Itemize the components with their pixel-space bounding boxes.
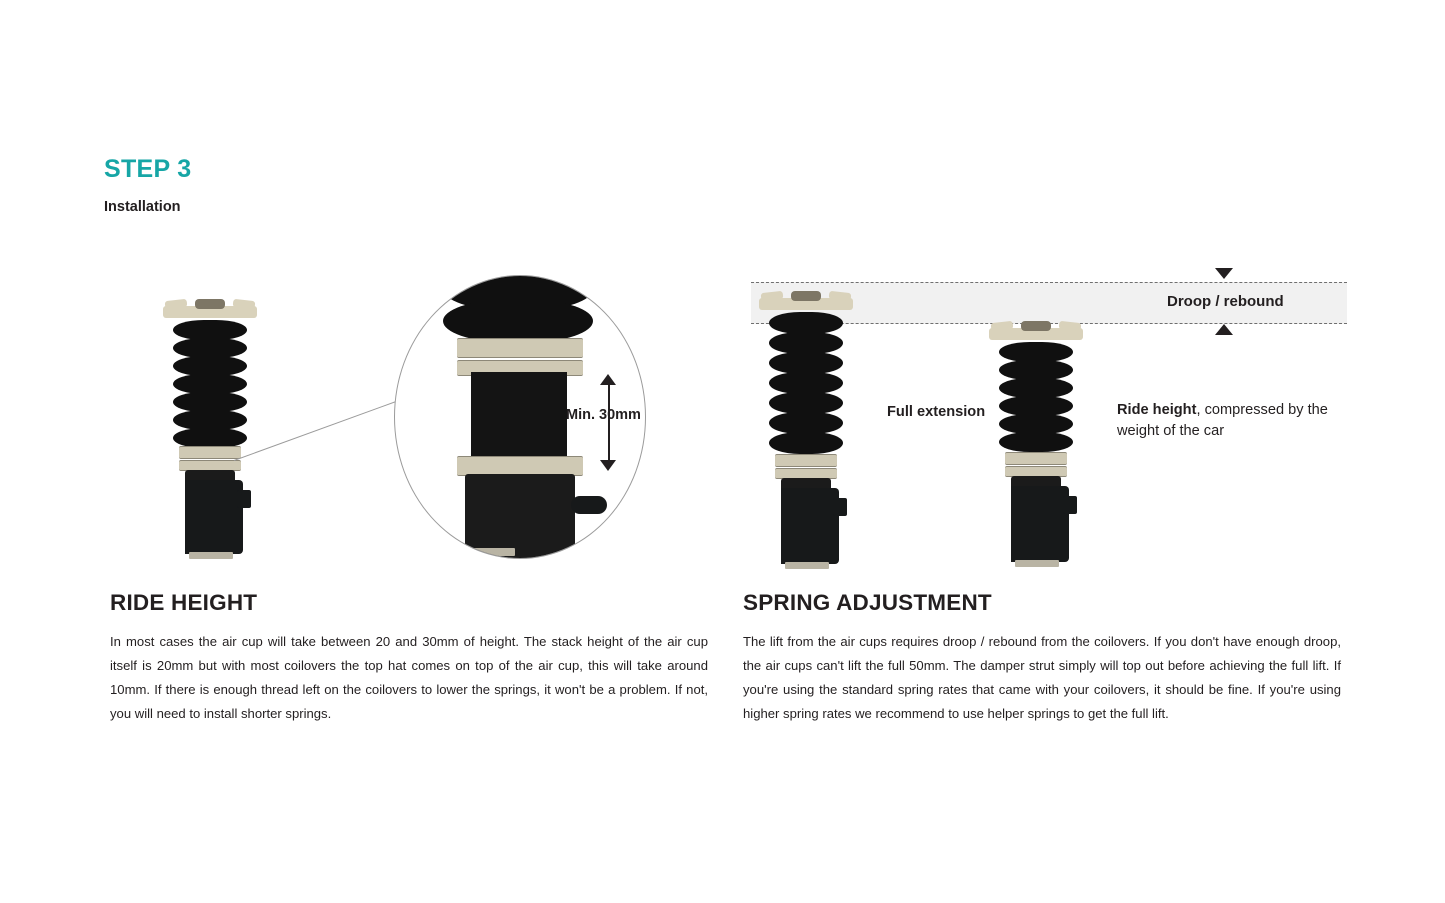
spring-adjustment-body: The lift from the air cups requires droop / rebound from the coilovers. If you don't have enough droop, the air cups can't lift the full 50mm. The damper strut simply will top out before achieving the full lift. If you're using the standard spring rates that came with your coilovers, it should be fine. If you're using higher spring rates we recommend to use helper springs to get the full lift.: [743, 634, 1341, 721]
spring-coil: [173, 428, 247, 448]
bracket-foot-zoom: [469, 548, 515, 556]
dimension-arrow-bottom: [600, 460, 616, 471]
coilover-illustration-small: [159, 280, 289, 570]
spring-coil-zoom: [443, 300, 593, 342]
ride-height-heading: RIDE HEIGHT: [110, 590, 258, 615]
full-extension-label: Full extension: [887, 404, 986, 420]
spring-coil: [173, 320, 247, 340]
spring-perch-collar: [1005, 452, 1067, 465]
ride-height-figure: [104, 260, 714, 560]
damper-body-zoom: [465, 474, 575, 559]
spring-coil: [999, 342, 1073, 362]
bracket-ear-zoom: [571, 496, 607, 514]
bracket-ear: [1063, 496, 1077, 514]
top-hat-center: [791, 291, 821, 301]
step-title: STEP 3: [104, 155, 192, 183]
coilover-full-extension: [755, 284, 885, 574]
spring-coil: [173, 410, 247, 430]
spring-coil: [999, 378, 1073, 398]
spring-perch-collar: [775, 454, 837, 467]
spring-coil: [999, 360, 1073, 380]
spring-perch-collar: [179, 446, 241, 459]
spring-coil: [173, 356, 247, 376]
spring-coil: [173, 374, 247, 394]
min-height-label: Min. 30mm: [566, 407, 641, 423]
ride-height-body: In most cases the air cup will take between 20 and 30mm of height. The stack height of the air cup itself is 20mm but with most coilovers the top hat comes on top of the air cup, this will take around 10mm. If there is enough thread left on the coilovers to lower the springs, it won't be a problem. If not, you will need to install shorter springs.: [110, 634, 708, 721]
ride-height-callout: [1117, 400, 1347, 442]
dimension-arrow-line: [608, 384, 610, 462]
spring-coil: [769, 312, 843, 334]
spring-coil: [769, 392, 843, 414]
coilover-ride-height: [985, 314, 1115, 604]
ride-height-description: , compressed by the weight of the car: [1117, 402, 1328, 439]
top-hat-center: [1021, 321, 1051, 331]
mounting-bracket: [1011, 486, 1069, 562]
spring-adjustment-figure: [737, 260, 1347, 560]
bracket-ear: [237, 490, 251, 508]
bracket-foot: [785, 562, 829, 569]
threaded-body-zoom: [471, 372, 567, 460]
spring-coil: [769, 412, 843, 434]
spring-coil: [999, 396, 1073, 416]
lower-collar-zoom: [457, 456, 583, 476]
droop-arrow-bottom: [1215, 324, 1233, 335]
spring-coil: [769, 372, 843, 394]
right-column: [737, 260, 1347, 721]
top-hat-center: [195, 299, 225, 309]
ride-height-label: Ride height: [1117, 402, 1197, 418]
bracket-foot: [189, 552, 233, 559]
droop-arrow-top: [1215, 268, 1233, 279]
step-subtitle: Installation: [104, 199, 181, 215]
spring-coil: [173, 392, 247, 412]
spring-coil: [999, 414, 1073, 434]
spring-adjustment-heading: SPRING ADJUSTMENT: [743, 590, 992, 615]
spring-perch-collar-zoom: [457, 338, 583, 358]
full-extension-callout: [887, 402, 985, 423]
spring-coil: [999, 432, 1073, 452]
left-column: [104, 260, 714, 721]
mounting-bracket: [781, 488, 839, 564]
spring-coil: [769, 352, 843, 374]
bracket-ear: [833, 498, 847, 516]
droop-label: Droop / rebound: [1167, 293, 1284, 310]
bracket-foot: [1015, 560, 1059, 567]
mounting-bracket: [185, 480, 243, 554]
spring-coil: [173, 338, 247, 358]
dimension-arrow-top: [600, 374, 616, 385]
spring-coil: [769, 432, 843, 454]
spring-coil: [769, 332, 843, 354]
